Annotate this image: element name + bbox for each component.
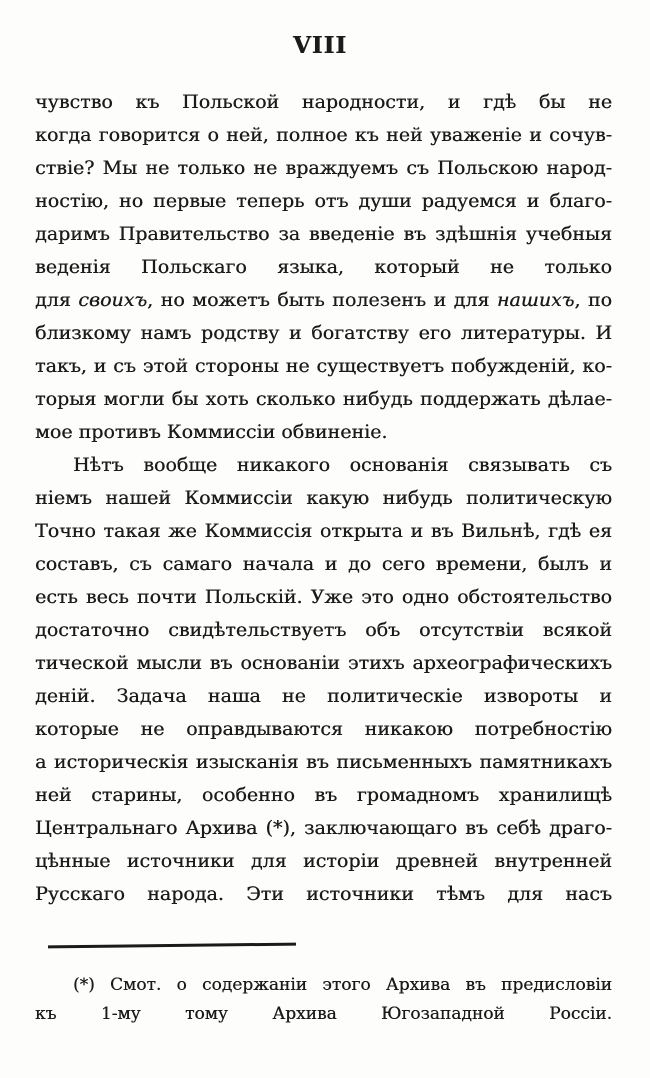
text-segment: Центральнаго Архива (*), заключающаго въ себѣ драго- [35, 817, 612, 839]
text-line [35, 746, 612, 779]
text-line [35, 218, 612, 251]
text-line [35, 86, 612, 119]
text-line [35, 284, 612, 317]
text-segment: , по [574, 289, 612, 311]
text-segment: тической мысли въ основаніи этихъ археографическихъ [35, 652, 612, 674]
text-line [35, 515, 612, 548]
text-segment: деній. Задача наша не политическіе извороты и [35, 685, 612, 707]
text-segment: даримъ Правительство за введеніе въ здѣшнія учебныя [35, 223, 612, 245]
italic-word: своихъ [78, 289, 148, 311]
text-line [35, 878, 612, 911]
text-segment: такъ, и съ этой стороны не существуетъ побужденій, ко- [35, 355, 612, 377]
text-segment: которые не оправдываются никакою потребностію [35, 718, 612, 740]
text-segment: веденія Польскаго языка, который не только [35, 256, 612, 278]
text-segment: когда говорится о ней, полное къ ней уваженіе и сочув- [35, 124, 612, 146]
text-segment: ствіе? Мы не только не враждуемъ съ Польскою народ- [35, 157, 612, 179]
text-line [35, 251, 612, 284]
text-segment: ніемъ нашей Коммиссіи какую нибудь политическую [35, 487, 612, 509]
text-line [35, 548, 612, 581]
footnote-rule [48, 943, 296, 948]
text-segment: мое противъ Коммиссіи обвиненіе. [35, 421, 388, 443]
text-segment: для [35, 289, 79, 311]
footnote [35, 971, 612, 1029]
text-line [35, 647, 612, 680]
text-line [35, 185, 612, 218]
text-segment: ней старины, особенно въ громадномъ хранилищѣ [35, 784, 612, 806]
text-segment: достаточно свидѣтельствуетъ объ отсутствіи всякой [35, 619, 612, 641]
text-segment: Точно такая же Коммиссія открыта и въ Вильнѣ, гдѣ ея [35, 520, 612, 542]
text-segment: составъ, съ самаго начала и до сего времени, былъ и [35, 553, 612, 575]
text-line [35, 119, 612, 152]
italic-word: нашихъ [496, 289, 575, 311]
text-line [35, 152, 612, 185]
body-text [35, 86, 612, 911]
text-line [35, 812, 612, 845]
text-line [35, 449, 612, 482]
text-segment: , но можетъ быть полезенъ и для [147, 289, 497, 311]
text-segment: близкому намъ родству и богатству его литературы. И [35, 322, 612, 344]
text-line [35, 680, 612, 713]
text-segment: (*) Смот. о содержаніи этого Архива въ предисловіи [73, 975, 612, 995]
text-segment: есть весь почти Польскій. Уже это одно обстоятельство [35, 586, 612, 608]
text-segment: цѣнные источники для исторіи древней внутренней [35, 850, 612, 872]
text-line [35, 482, 612, 515]
text-segment: Нѣтъ вообще никакого основанія связывать съ [73, 454, 612, 476]
text-line [35, 614, 612, 647]
text-segment: а историческія изысканія въ письменныхъ памятникахъ [35, 751, 612, 773]
text-segment: къ 1-му тому Архива Югозападной Россіи. [35, 1004, 612, 1024]
text-line [35, 1000, 612, 1029]
page-number: VIII [292, 32, 348, 59]
text-segment: торыя могли бы хоть сколько нибудь поддержать дѣлае- [35, 388, 612, 410]
text-segment: чувство къ Польской народности, и гдѣ бы не [35, 91, 612, 113]
text-line [35, 317, 612, 350]
text-line [35, 350, 612, 383]
text-line [35, 779, 612, 812]
text-line [35, 581, 612, 614]
text-segment: ностію, но первые теперь отъ души радуемся и благо- [35, 190, 612, 212]
text-line [35, 383, 612, 416]
text-line [35, 971, 612, 1000]
text-line [35, 416, 612, 449]
text-line [35, 713, 612, 746]
text-line [35, 845, 612, 878]
text-segment: Русскаго народа. Эти источники тѣмъ для насъ [35, 883, 612, 905]
